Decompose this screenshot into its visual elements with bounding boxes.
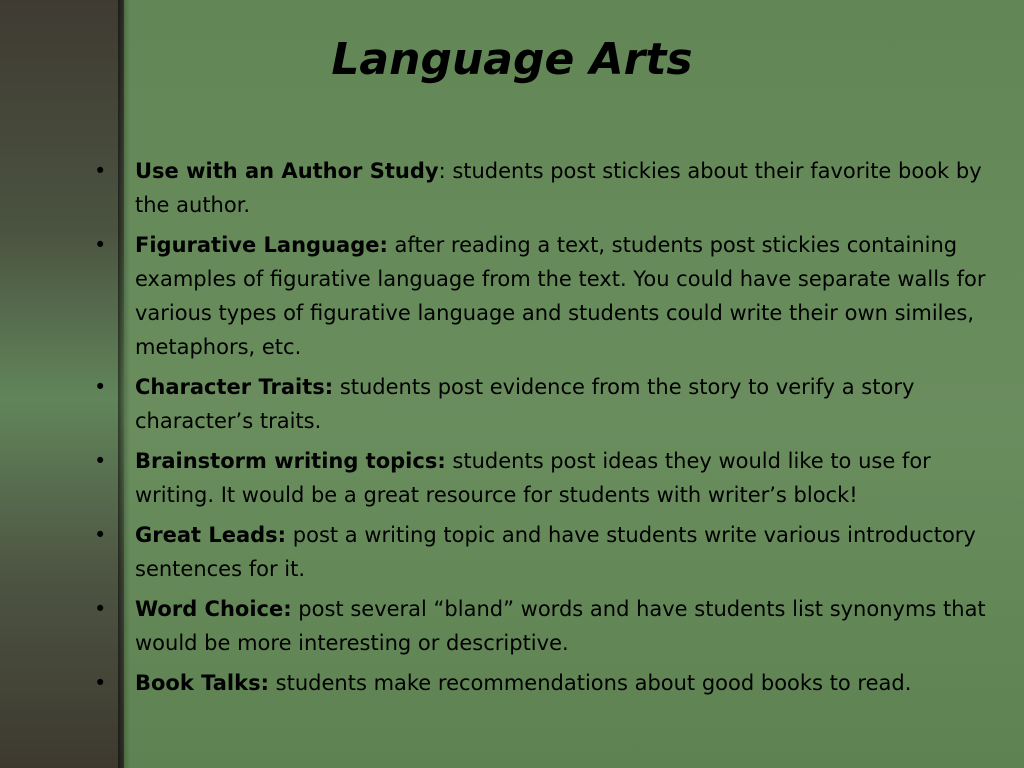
bullet-icon: • <box>94 375 107 399</box>
bullet-text: students post ideas they would like to use for writing. It would be a great resource for students with writer’s block! <box>135 449 931 507</box>
bullet-icon: • <box>94 159 107 183</box>
bullet-icon: • <box>94 449 107 473</box>
bullet-icon: • <box>94 233 107 257</box>
bullet-icon: • <box>94 671 107 695</box>
bullet-icon: • <box>94 523 107 547</box>
bullet-text: after reading a text, students post stickies containing examples of figurative language from the text. You could have separate walls for various types of figurative language and students could write their own similes, metaphors, etc. <box>135 233 986 359</box>
bullet-icon: • <box>94 597 107 621</box>
list-item <box>94 444 1009 512</box>
bullet-text: post several “bland” words and have students list synonyms that would be more interesting or descriptive. <box>135 597 986 655</box>
bullet-term: Brainstorm writing topics: <box>135 449 446 473</box>
bullet-text: post a writing topic and have students write various introductory sentences for it. <box>135 523 976 581</box>
bullet-text: students post evidence from the story to verify a story character’s traits. <box>135 375 915 433</box>
bullet-text: students make recommendations about good books to read. <box>269 671 912 695</box>
bullet-term: Figurative Language: <box>135 233 388 257</box>
slide-title: Language Arts <box>331 34 693 85</box>
list-item <box>94 154 1009 222</box>
bullet-term: Great Leads: <box>135 523 287 547</box>
list-item <box>94 228 1009 364</box>
bullet-text: : students post stickies about their favorite book by the author. <box>135 159 982 217</box>
bullet-term: Use with an Author Study <box>135 159 439 183</box>
list-item <box>94 592 1009 660</box>
bullet-term: Book Talks: <box>135 671 269 695</box>
list-item <box>94 370 1009 438</box>
bullet-term: Word Choice: <box>135 597 292 621</box>
list-item <box>94 518 1009 586</box>
bullet-list <box>94 154 1009 706</box>
bullet-term: Character Traits: <box>135 375 334 399</box>
list-item <box>94 666 1009 700</box>
